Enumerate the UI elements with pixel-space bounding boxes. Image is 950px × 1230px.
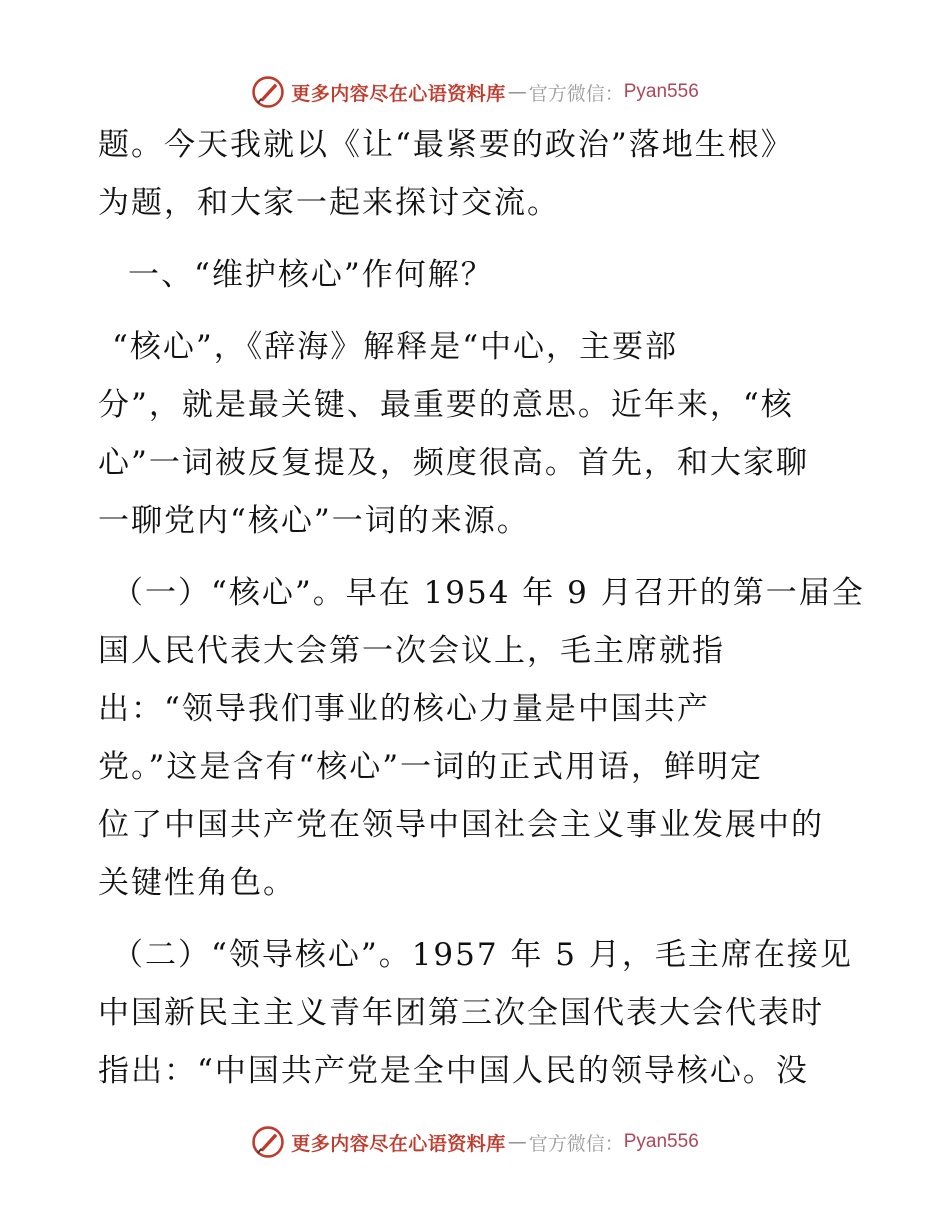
- body-line: 位了中国共产党在领导中国社会主义事业发展中的: [98, 807, 824, 843]
- header-brand: 更多内容尽在心语资料库: [291, 82, 506, 105]
- footer-official-label: 官方微信：: [528, 1132, 624, 1155]
- page-header: [0, 72, 950, 112]
- header-separator: —: [507, 81, 527, 103]
- header-official-label: 官方微信：: [528, 82, 624, 105]
- quill-logo-icon: [251, 1125, 285, 1159]
- body-line: 一聊党内“核心”一词的来源。: [98, 503, 530, 539]
- body-line: （二）“领导核心”。1957 年 5 月，毛主席在接见: [112, 937, 853, 973]
- body-line: 心”一词被反复提及，频度很高。首先，和大家聊: [98, 445, 809, 481]
- footer-wechat-handle: Pyan556: [623, 1131, 699, 1152]
- body-line: 指出：“中国共产党是全中国人民的领导核心。没: [98, 1053, 809, 1089]
- document-body: [98, 116, 865, 1100]
- page-footer: [0, 1122, 950, 1162]
- body-line: （一）“核心”。早在 1954 年 9 月召开的第一届全: [112, 575, 865, 611]
- footer-brand: 更多内容尽在心语资料库: [291, 1132, 506, 1155]
- body-line: 中国新民主主义青年团第三次全国代表大会代表时: [98, 995, 824, 1031]
- body-line: 分”，就是最关键、最重要的意思。近年来，“核: [98, 387, 794, 423]
- body-line: 关键性角色。: [98, 865, 296, 901]
- quill-logo-icon: [251, 75, 285, 109]
- body-line: 出：“领导我们事业的核心力量是中国共产: [98, 691, 710, 727]
- body-line: 为题，和大家一起来探讨交流。: [98, 185, 560, 221]
- header-wechat-handle: Pyan556: [623, 81, 699, 102]
- section-heading: 一、“维护核心”作何解？: [128, 257, 494, 293]
- body-line: 国人民代表大会第一次会议上，毛主席就指: [98, 633, 725, 669]
- body-line: “核心”，《辞海》解释是“中心，主要部: [112, 329, 679, 365]
- footer-separator: —: [507, 1131, 527, 1153]
- body-line: 题。今天我就以《让“最紧要的政治”落地生根》: [98, 127, 794, 163]
- body-line: 党。”这是含有“核心”一词的正式用语，鲜明定: [98, 749, 764, 785]
